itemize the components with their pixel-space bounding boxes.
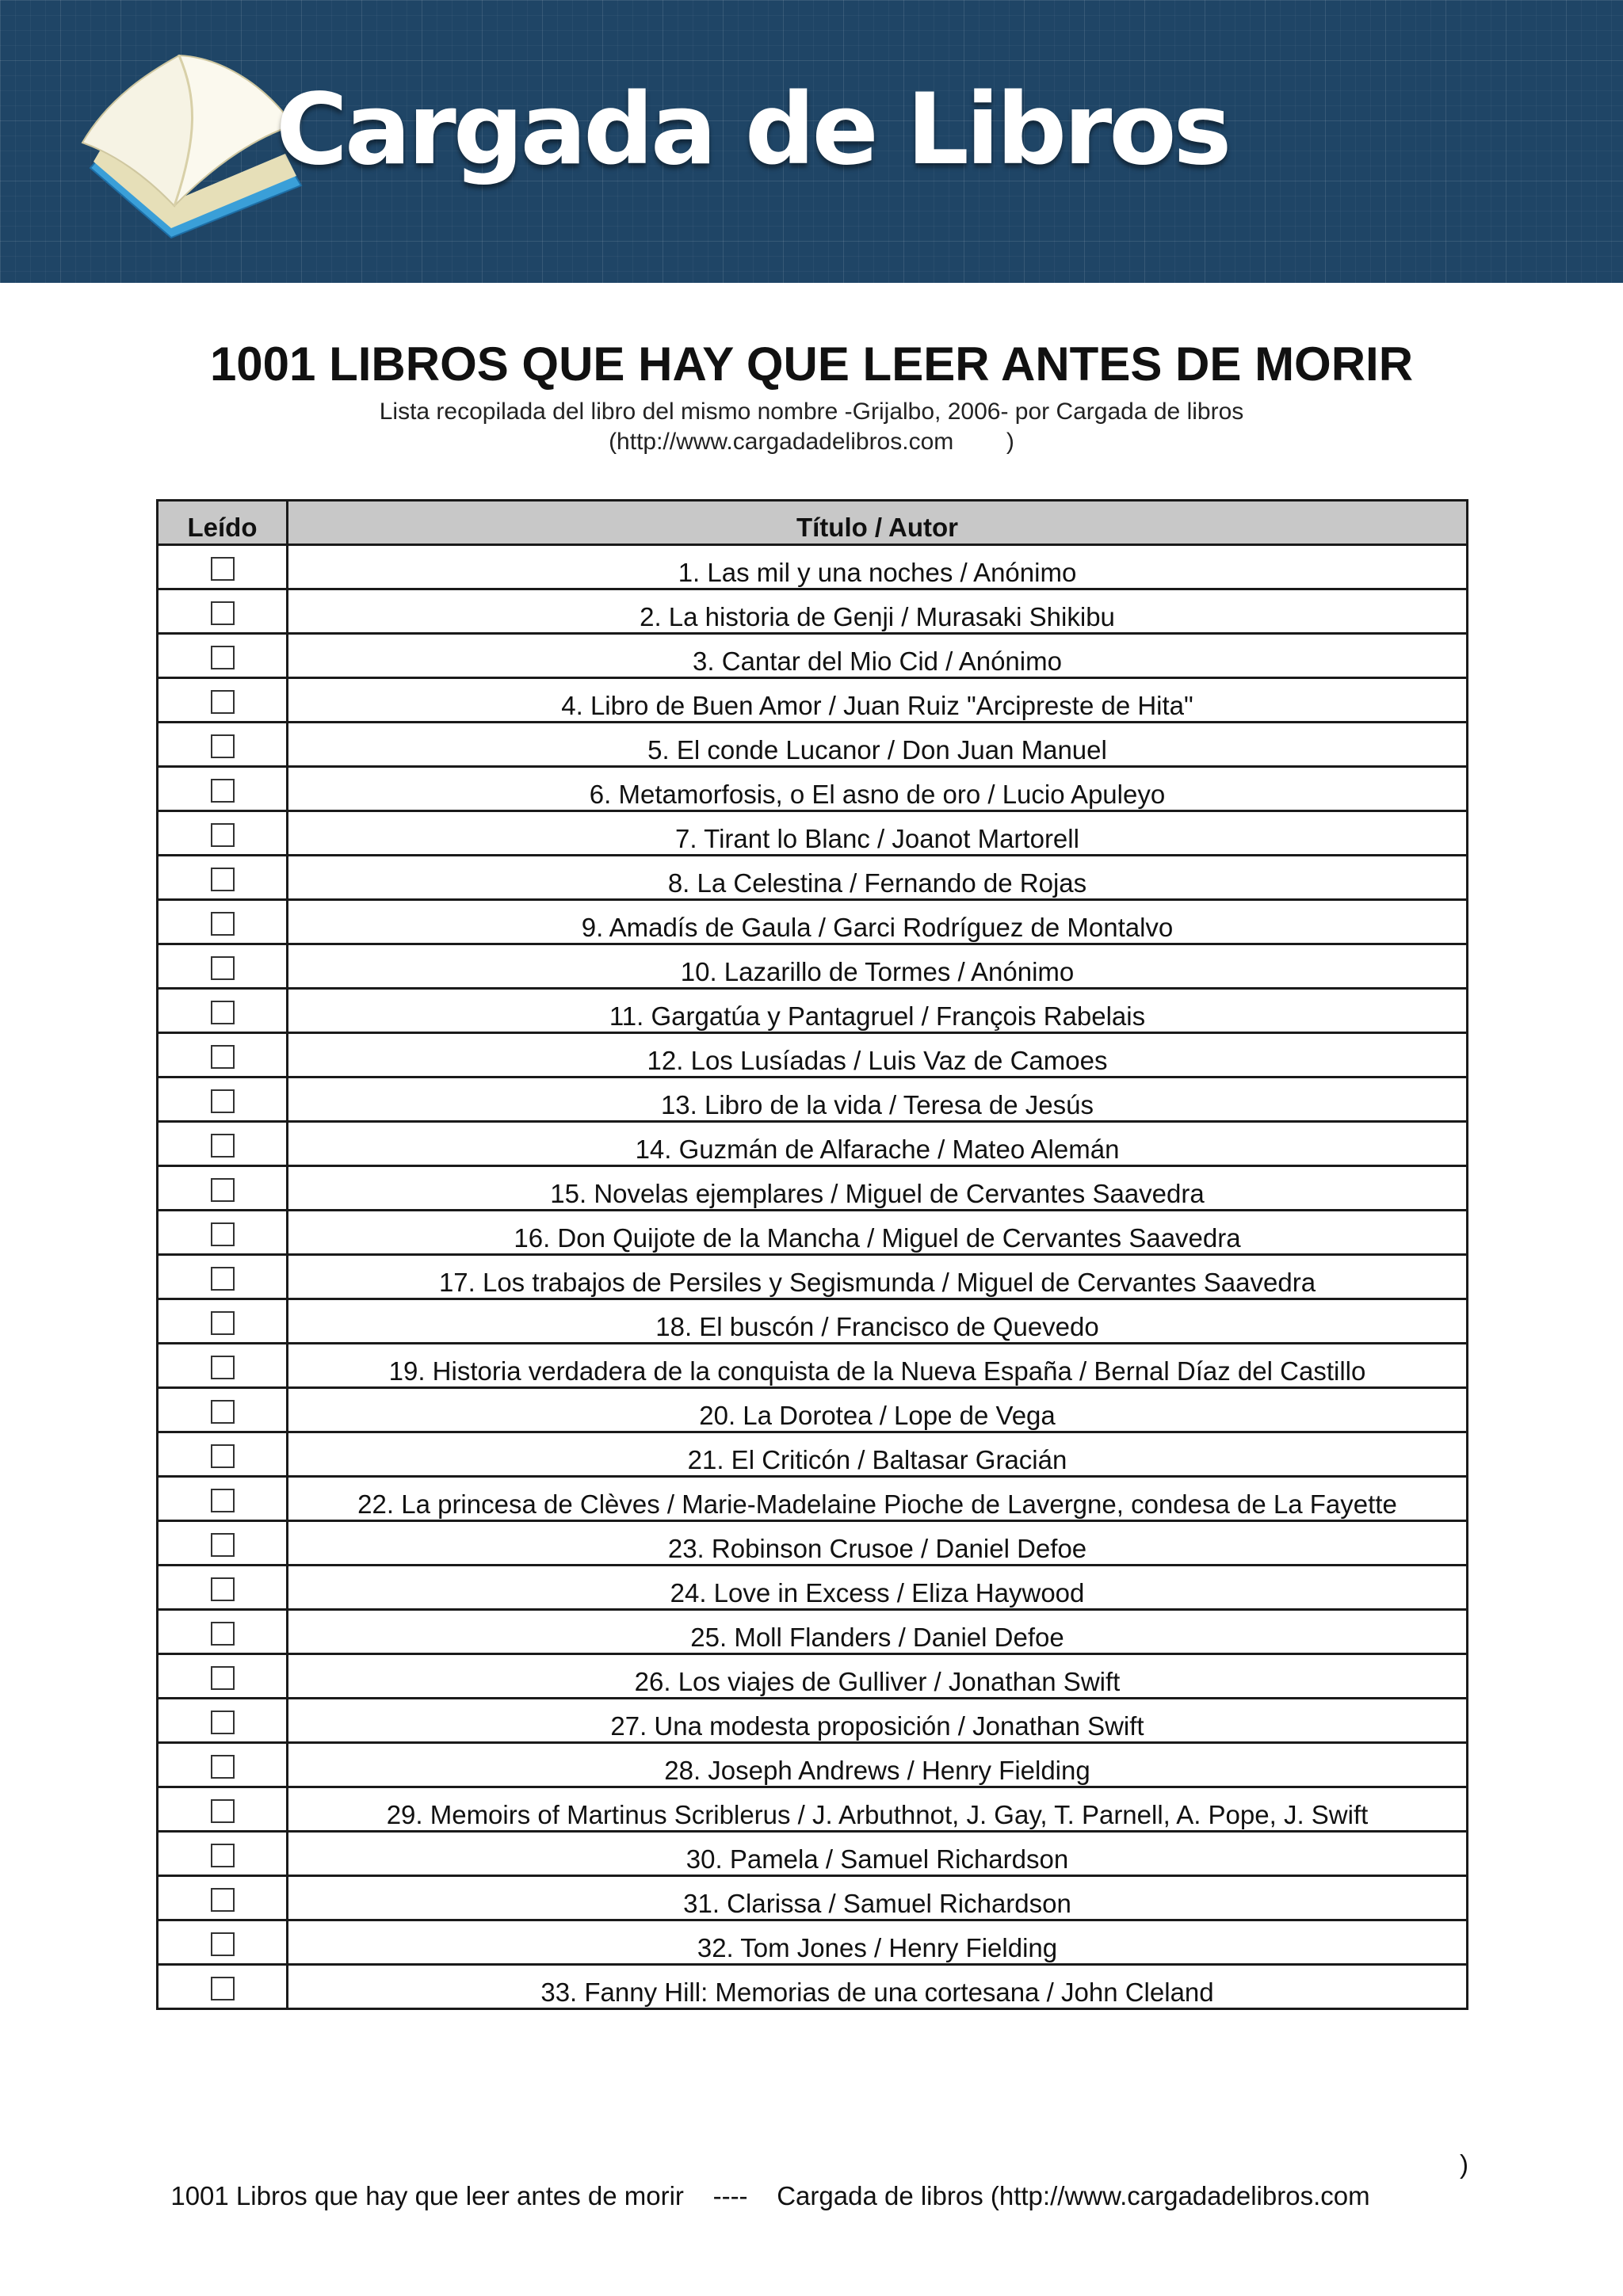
- read-checkbox[interactable]: [211, 1400, 235, 1424]
- read-checkbox[interactable]: [211, 1001, 235, 1024]
- book-list: [158, 545, 1468, 2009]
- read-checkbox[interactable]: [211, 823, 235, 847]
- read-checkbox[interactable]: [211, 1844, 235, 1867]
- book-title-author: 5. El conde Lucanor / Don Juan Manuel: [288, 723, 1468, 767]
- read-checkbox[interactable]: [211, 1489, 235, 1512]
- book-title-author: 22. La princesa de Clèves / Marie-Madelaine Pioche de Lavergne, condesa de La Fayette: [288, 1477, 1468, 1521]
- read-cell: [158, 900, 288, 944]
- book-title-author: 9. Amadís de Gaula / Garci Rodríguez de Montalvo: [288, 900, 1468, 944]
- read-cell: [158, 856, 288, 900]
- read-checkbox[interactable]: [211, 1267, 235, 1291]
- table-row: [158, 1255, 1468, 1299]
- table-row: [158, 944, 1468, 989]
- read-checkbox[interactable]: [211, 1311, 235, 1335]
- table-row: [158, 678, 1468, 723]
- read-checkbox[interactable]: [211, 1755, 235, 1779]
- table-row: [158, 1077, 1468, 1122]
- read-checkbox[interactable]: [211, 1222, 235, 1246]
- read-cell: [158, 1211, 288, 1255]
- book-title-author: 7. Tirant lo Blanc / Joanot Martorell: [288, 811, 1468, 856]
- brand-name: Cargada de Libros: [276, 73, 1229, 187]
- read-checkbox[interactable]: [211, 1444, 235, 1468]
- book-title-author: 33. Fanny Hill: Memorias de una cortesana / John Cleland: [288, 1965, 1468, 2009]
- book-title-author: 11. Gargatúa y Pantagruel / François Rabelais: [288, 989, 1468, 1033]
- open-book-icon: [78, 49, 307, 247]
- header-banner: [0, 0, 1623, 283]
- read-checkbox[interactable]: [211, 1711, 235, 1734]
- book-title-author: 6. Metamorfosis, o El asno de oro / Lucio Apuleyo: [288, 767, 1468, 811]
- book-title-author: 13. Libro de la vida / Teresa de Jesús: [288, 1077, 1468, 1122]
- read-checkbox[interactable]: [211, 912, 235, 936]
- table-row: [158, 1832, 1468, 1876]
- read-checkbox[interactable]: [211, 1533, 235, 1557]
- table-row: [158, 545, 1468, 589]
- book-title-author: 4. Libro de Buen Amor / Juan Ruiz "Arcipreste de Hita": [288, 678, 1468, 723]
- read-checkbox[interactable]: [211, 690, 235, 714]
- book-checklist-table: [156, 499, 1468, 2010]
- book-title-author: 15. Novelas ejemplares / Miguel de Cervantes Saavedra: [288, 1166, 1468, 1211]
- read-cell: [158, 1832, 288, 1876]
- book-title-author: 20. La Dorotea / Lope de Vega: [288, 1388, 1468, 1432]
- book-title-author: 25. Moll Flanders / Daniel Defoe: [288, 1610, 1468, 1654]
- table-row: [158, 1388, 1468, 1432]
- read-checkbox[interactable]: [211, 1134, 235, 1158]
- read-checkbox[interactable]: [211, 779, 235, 803]
- read-checkbox[interactable]: [211, 1577, 235, 1601]
- table-row: [158, 1521, 1468, 1566]
- read-checkbox[interactable]: [211, 1888, 235, 1912]
- read-checkbox[interactable]: [211, 1799, 235, 1823]
- book-title-author: 24. Love in Excess / Eliza Haywood: [288, 1566, 1468, 1610]
- read-cell: [158, 1566, 288, 1610]
- read-cell: [158, 811, 288, 856]
- read-checkbox[interactable]: [211, 1356, 235, 1379]
- read-column-header: Leído: [158, 501, 288, 545]
- read-cell: [158, 1432, 288, 1477]
- table-row: [158, 1699, 1468, 1743]
- read-cell: [158, 1699, 288, 1743]
- read-cell: [158, 944, 288, 989]
- read-cell: [158, 1743, 288, 1787]
- read-checkbox[interactable]: [211, 1089, 235, 1113]
- book-title-author: 30. Pamela / Samuel Richardson: [288, 1832, 1468, 1876]
- read-cell: [158, 723, 288, 767]
- book-title-author: 14. Guzmán de Alfarache / Mateo Alemán: [288, 1122, 1468, 1166]
- read-cell: [158, 1388, 288, 1432]
- footer-closing: ): [1460, 2149, 1468, 2179]
- table-row: [158, 1033, 1468, 1077]
- read-cell: [158, 1299, 288, 1344]
- book-title-author: 28. Joseph Andrews / Henry Fielding: [288, 1743, 1468, 1787]
- table-row: [158, 811, 1468, 856]
- table-row: [158, 1477, 1468, 1521]
- read-cell: [158, 1166, 288, 1211]
- book-title-author: 26. Los viajes de Gulliver / Jonathan Swift: [288, 1654, 1468, 1699]
- read-cell: [158, 1920, 288, 1965]
- table-row: [158, 1166, 1468, 1211]
- read-checkbox[interactable]: [211, 1666, 235, 1690]
- table-row: [158, 989, 1468, 1033]
- read-cell: [158, 1521, 288, 1566]
- read-cell: [158, 1477, 288, 1521]
- book-title-author: 2. La historia de Genji / Murasaki Shikibu: [288, 589, 1468, 634]
- page-footer: [156, 2149, 1468, 2244]
- read-cell: [158, 1965, 288, 2009]
- table-row: [158, 1654, 1468, 1699]
- read-cell: [158, 1122, 288, 1166]
- book-title-author: 17. Los trabajos de Persiles y Segismunda / Miguel de Cervantes Saavedra: [288, 1255, 1468, 1299]
- table-row: [158, 856, 1468, 900]
- table-row: [158, 634, 1468, 678]
- table-row: [158, 723, 1468, 767]
- read-cell: [158, 545, 288, 589]
- page-title: 1001 LIBROS QUE HAY QUE LEER ANTES DE MORIR: [209, 338, 1414, 391]
- book-title-author: 19. Historia verdadera de la conquista de la Nueva España / Bernal Díaz del Castillo: [288, 1344, 1468, 1388]
- book-title-author: 1. Las mil y una noches / Anónimo: [288, 545, 1468, 589]
- read-cell: [158, 1033, 288, 1077]
- read-cell: [158, 1610, 288, 1654]
- read-cell: [158, 1654, 288, 1699]
- book-title-author: 21. El Criticón / Baltasar Gracián: [288, 1432, 1468, 1477]
- read-cell: [158, 767, 288, 811]
- footer-text: 1001 Libros que hay que leer antes de morir ---- Cargada de libros (http://www.cargadadelibros.com: [170, 2181, 1370, 2210]
- table-row: [158, 1211, 1468, 1255]
- table-row: [158, 1920, 1468, 1965]
- book-title-author: 27. Una modesta proposición / Jonathan Swift: [288, 1699, 1468, 1743]
- table-row: [158, 1787, 1468, 1832]
- book-title-author: 8. La Celestina / Fernando de Rojas: [288, 856, 1468, 900]
- book-title-author: 3. Cantar del Mio Cid / Anónimo: [288, 634, 1468, 678]
- read-checkbox[interactable]: [211, 734, 235, 758]
- table-row: [158, 900, 1468, 944]
- read-checkbox[interactable]: [211, 646, 235, 669]
- read-cell: [158, 634, 288, 678]
- read-checkbox[interactable]: [211, 1045, 235, 1069]
- title-author-column-header: Título / Autor: [288, 501, 1468, 545]
- read-checkbox[interactable]: [211, 601, 235, 625]
- read-cell: [158, 589, 288, 634]
- read-cell: [158, 1077, 288, 1122]
- read-checkbox[interactable]: [211, 868, 235, 891]
- read-cell: [158, 1787, 288, 1832]
- book-title-author: 18. El buscón / Francisco de Quevedo: [288, 1299, 1468, 1344]
- read-checkbox[interactable]: [211, 1622, 235, 1646]
- book-title-author: 16. Don Quijote de la Mancha / Miguel de Cervantes Saavedra: [288, 1211, 1468, 1255]
- book-title-author: 32. Tom Jones / Henry Fielding: [288, 1920, 1468, 1965]
- read-checkbox[interactable]: [211, 1977, 235, 2000]
- read-cell: [158, 1876, 288, 1920]
- read-checkbox[interactable]: [211, 557, 235, 581]
- book-title-author: 31. Clarissa / Samuel Richardson: [288, 1876, 1468, 1920]
- table-row: [158, 1876, 1468, 1920]
- read-cell: [158, 989, 288, 1033]
- read-checkbox[interactable]: [211, 956, 235, 980]
- page-subtitle: Lista recopilada del libro del mismo nombre -Grijalbo, 2006- por Cargada de libros: [379, 399, 1244, 425]
- table-row: [158, 589, 1468, 634]
- source-url: (http://www.cargadadelibros.com ): [609, 429, 1014, 455]
- book-title-author: 12. Los Lusíadas / Luis Vaz de Camoes: [288, 1033, 1468, 1077]
- book-title-author: 29. Memoirs of Martinus Scriblerus / J. Arbuthnot, J. Gay, T. Parnell, A. Pope, J. Swift: [288, 1787, 1468, 1832]
- table-row: [158, 1566, 1468, 1610]
- read-checkbox[interactable]: [211, 1178, 235, 1202]
- table-row: [158, 1965, 1468, 2009]
- read-cell: [158, 1255, 288, 1299]
- table-header-row: [158, 501, 1468, 545]
- table-row: [158, 1299, 1468, 1344]
- table-row: [158, 1122, 1468, 1166]
- read-checkbox[interactable]: [211, 1932, 235, 1956]
- table-row: [158, 767, 1468, 811]
- table-row: [158, 1610, 1468, 1654]
- book-title-author: 10. Lazarillo de Tormes / Anónimo: [288, 944, 1468, 989]
- book-title-author: 23. Robinson Crusoe / Daniel Defoe: [288, 1521, 1468, 1566]
- read-cell: [158, 678, 288, 723]
- table-row: [158, 1743, 1468, 1787]
- read-cell: [158, 1344, 288, 1388]
- table-row: [158, 1344, 1468, 1388]
- table-row: [158, 1432, 1468, 1477]
